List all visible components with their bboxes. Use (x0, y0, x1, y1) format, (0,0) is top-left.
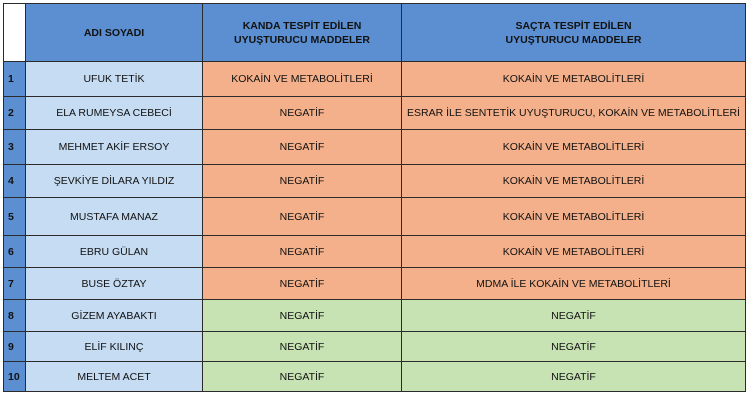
table-row (4, 198, 746, 236)
hair-result: KOKAİN VE METABOLİTLERİ (402, 62, 746, 97)
person-name: ŞEVKİYE DİLARA YILDIZ (26, 165, 203, 198)
row-number: 10 (4, 362, 26, 392)
table-row (4, 300, 746, 332)
name-column-header: ADI SOYADI (26, 4, 203, 62)
row-number: 4 (4, 165, 26, 198)
blood-header-line-2: UYUŞTURUCU MADDELER (234, 33, 370, 46)
hair-header-line-1: SAÇTA TESPİT EDİLEN (515, 19, 632, 32)
index-header-cell (4, 4, 26, 62)
row-number: 9 (4, 332, 26, 362)
hair-result: NEGATİF (402, 362, 746, 392)
hair-result: KOKAİN VE METABOLİTLERİ (402, 236, 746, 268)
row-number: 7 (4, 268, 26, 300)
person-name: EBRU GÜLAN (26, 236, 203, 268)
table-row (4, 97, 746, 130)
row-number: 5 (4, 198, 26, 236)
row-number: 2 (4, 97, 26, 130)
hair-result: MDMA İLE KOKAİN VE METABOLİTLERİ (402, 268, 746, 300)
blood-result: KOKAİN VE METABOLİTLERİ (203, 62, 402, 97)
table-row (4, 236, 746, 268)
hair-result: KOKAİN VE METABOLİTLERİ (402, 198, 746, 236)
table-row (4, 362, 746, 392)
drug-test-results-table (3, 3, 746, 392)
blood-result: NEGATİF (203, 362, 402, 392)
person-name: ELA RUMEYSA CEBECİ (26, 97, 203, 130)
person-name: GİZEM AYABAKTI (26, 300, 203, 332)
blood-result: NEGATİF (203, 97, 402, 130)
person-name: MUSTAFA MANAZ (26, 198, 203, 236)
table-row (4, 62, 746, 97)
blood-column-header (203, 4, 402, 62)
hair-header-line-2: UYUŞTURUCU MADDELER (505, 33, 642, 46)
table-row (4, 165, 746, 198)
blood-result: NEGATİF (203, 268, 402, 300)
table-row (4, 332, 746, 362)
row-number: 3 (4, 130, 26, 165)
blood-header-line-1: KANDA TESPİT EDİLEN (242, 19, 362, 32)
hair-result: NEGATİF (402, 332, 746, 362)
blood-result: NEGATİF (203, 300, 402, 332)
blood-result: NEGATİF (203, 130, 402, 165)
person-name: MEHMET AKİF ERSOY (26, 130, 203, 165)
person-name: MELTEM ACET (26, 362, 203, 392)
person-name: ELİF KILINÇ (26, 332, 203, 362)
blood-result: NEGATİF (203, 198, 402, 236)
row-number: 1 (4, 62, 26, 97)
hair-result: NEGATİF (402, 300, 746, 332)
results-table-container (3, 3, 746, 392)
hair-result: KOKAİN VE METABOLİTLERİ (402, 165, 746, 198)
table-row (4, 130, 746, 165)
blood-result: NEGATİF (203, 165, 402, 198)
person-name: BUSE ÖZTAY (26, 268, 203, 300)
blood-result: NEGATİF (203, 236, 402, 268)
table-row (4, 268, 746, 300)
row-number: 8 (4, 300, 26, 332)
blood-result: NEGATİF (203, 332, 402, 362)
hair-result: ESRAR İLE SENTETİK UYUŞTURUCU, KOKAİN VE METABOLİTLERİ (402, 97, 746, 130)
person-name: UFUK TETİK (26, 62, 203, 97)
hair-column-header (402, 4, 746, 62)
hair-result: KOKAİN VE METABOLİTLERİ (402, 130, 746, 165)
row-number: 6 (4, 236, 26, 268)
header-row (4, 4, 746, 62)
